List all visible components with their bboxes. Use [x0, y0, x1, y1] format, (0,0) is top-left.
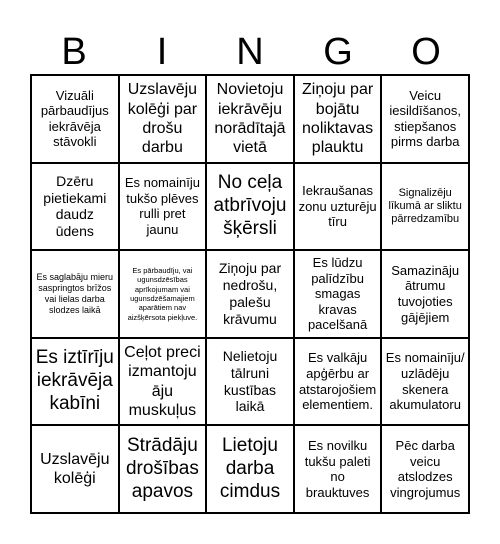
bingo-cell[interactable]: Es novilku tukšu paleti no brauktuves — [294, 425, 382, 513]
header-letter-b: B — [61, 31, 87, 73]
bingo-cell[interactable]: Ziņoju par nedrošu, palešu krāvumu — [206, 250, 294, 338]
bingo-cell[interactable]: Uzslavēju kolēģi — [31, 425, 119, 513]
bingo-cell[interactable]: Nelietoju tālruni kustības laikā — [206, 338, 294, 426]
bingo-cell[interactable]: Novietoju iekrāvēju norādītajā vietā — [206, 75, 294, 163]
bingo-cell[interactable]: Dzēru pietiekami daudz ūdens — [31, 163, 119, 251]
bingo-cell[interactable]: Es nomainīju/ uzlādēju skenera akumulatoru — [381, 338, 469, 426]
header-letter-g: G — [323, 31, 353, 73]
bingo-card — [30, 74, 470, 514]
bingo-cell[interactable]: Signalizēju līkumā ar sliktu pārredzamību — [381, 163, 469, 251]
bingo-cell[interactable]: Strādāju drošības apavos — [119, 425, 207, 513]
bingo-cell[interactable]: Es iztīrīju iekrāvēja kabīni — [31, 338, 119, 426]
header-letter-i: I — [156, 31, 168, 73]
bingo-cell[interactable]: Uzslavēju kolēģi par drošu darbu — [119, 75, 207, 163]
bingo-cell[interactable]: Es valkāju apģērbu ar atstarojošiem elementiem. — [294, 338, 382, 426]
bingo-cell[interactable]: Iekraušanas zonu uzturēju tīru — [294, 163, 382, 251]
bingo-cell[interactable]: Ziņoju par bojātu noliktavas plauktu — [294, 75, 382, 163]
bingo-cell[interactable]: Lietoju darba cimdus — [206, 425, 294, 513]
bingo-cell[interactable]: Ceļot preci izmantoju āju muskuļus — [119, 338, 207, 426]
bingo-cell[interactable]: Es pārbaudīju, vai ugunsdzēsības aprīkojumam vai ugunsdzēšamajiem aparātiem nav aizšķērsota piekļuve. — [119, 250, 207, 338]
bingo-cell[interactable]: Es saglabāju mieru saspringtos brīžos vai lielas darba slodzes laikā — [31, 250, 119, 338]
bingo-cell[interactable]: Es lūdzu palīdzību smagas kravas pacelšanā — [294, 250, 382, 338]
bingo-cell[interactable]: Samazināju ātrumu tuvojoties gājējiem — [381, 250, 469, 338]
bingo-cell[interactable]: Pēc darba veicu atslodzes vingrojumus — [381, 425, 469, 513]
bingo-cell[interactable]: No ceļa atbrīvoju šķērsli — [206, 163, 294, 251]
header-letter-n: N — [236, 31, 264, 73]
bingo-cell[interactable]: Veicu iesildīšanos, stiepšanos pirms darba — [381, 75, 469, 163]
bingo-cell[interactable]: Vizuāli pārbaudījus iekrāvēja stāvokli — [31, 75, 119, 163]
bingo-cell[interactable]: Es nomainīju tukšo plēves rulli pret jaunu — [119, 163, 207, 251]
header-letter-o: O — [411, 31, 441, 73]
bingo-header — [30, 30, 470, 74]
